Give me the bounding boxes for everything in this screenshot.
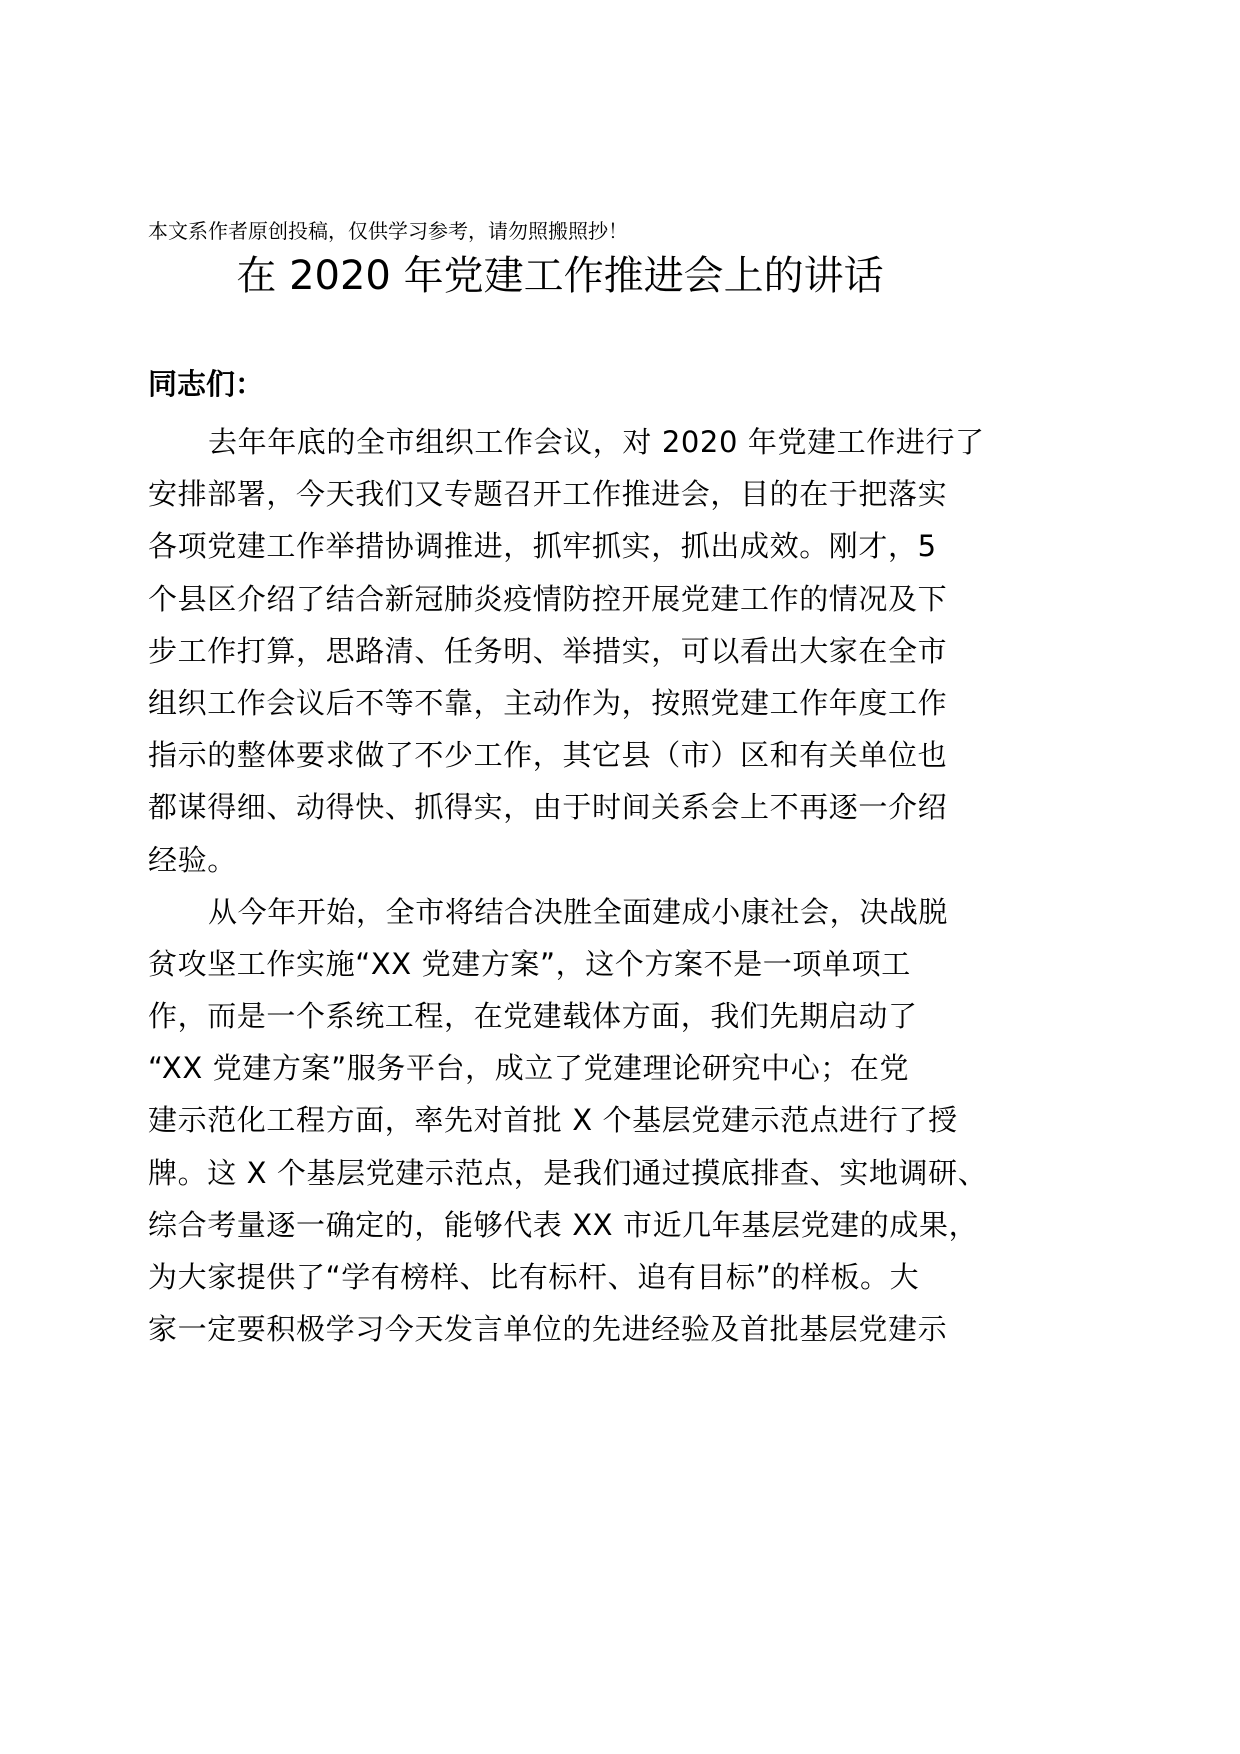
text-line: 步工作打算，思路清、任务明、举措实，可以看出大家在全市	[148, 633, 948, 668]
copyright-note: 本文系作者原创投稿，仅供学习参考，请勿照搬照抄！	[148, 219, 628, 243]
text-line: 作，而是一个系统工程，在党建载体方面，我们先期启动了	[148, 999, 918, 1034]
body-text	[148, 416, 988, 1355]
text-line: 家一定要积极学习今天发言单位的先进经验及首批基层党建示	[148, 1312, 948, 1347]
text-line: 安排部署，今天我们又专题召开工作推进会，目的在于把落实	[148, 477, 948, 512]
text-line: “XX 党建方案”服务平台，成立了党建理论研究中心；在党	[148, 1051, 910, 1086]
text-line: 牌。这 X 个基层党建示范点，是我们通过摸底排查、实地调研、	[148, 1155, 988, 1190]
text-line: 建示范化工程方面，率先对首批 X 个基层党建示范点进行了授	[148, 1103, 958, 1138]
text-line: 组织工作会议后不等不靠，主动作为，按照党建工作年度工作	[148, 685, 948, 720]
text-line: 贫攻坚工作实施“XX 党建方案”，这个方案不是一项单项工	[148, 946, 911, 981]
greeting: 同志们：	[148, 367, 265, 401]
text-line: 去年年底的全市组织工作会议，对 2020 年党建工作进行了	[208, 425, 985, 459]
text-line: 综合考量逐一确定的，能够代表 XX 市近几年基层党建的成果，	[148, 1207, 979, 1242]
document-title: 在 2020 年党建工作推进会上的讲话	[236, 253, 884, 299]
text-line: 各项党建工作举措协调推进，抓牢抓实，抓出成效。刚才，5	[148, 529, 937, 564]
text-line: 为大家提供了“学有榜样、比有标杆、追有目标”的样板。大	[148, 1260, 920, 1294]
text-line: 个县区介绍了结合新冠肺炎疫情防控开展党建工作的情况及下	[148, 581, 948, 616]
text-line: 从今年开始，全市将结合决胜全面建成小康社会，决战脱	[208, 894, 949, 929]
text-line: 指示的整体要求做了不少工作，其它县（市）区和有关单位也	[148, 738, 948, 773]
text-line: 经验。	[148, 842, 237, 877]
text-line: 都谋得细、动得快、抓得实，由于时间关系会上不再逐一介绍	[148, 790, 948, 825]
